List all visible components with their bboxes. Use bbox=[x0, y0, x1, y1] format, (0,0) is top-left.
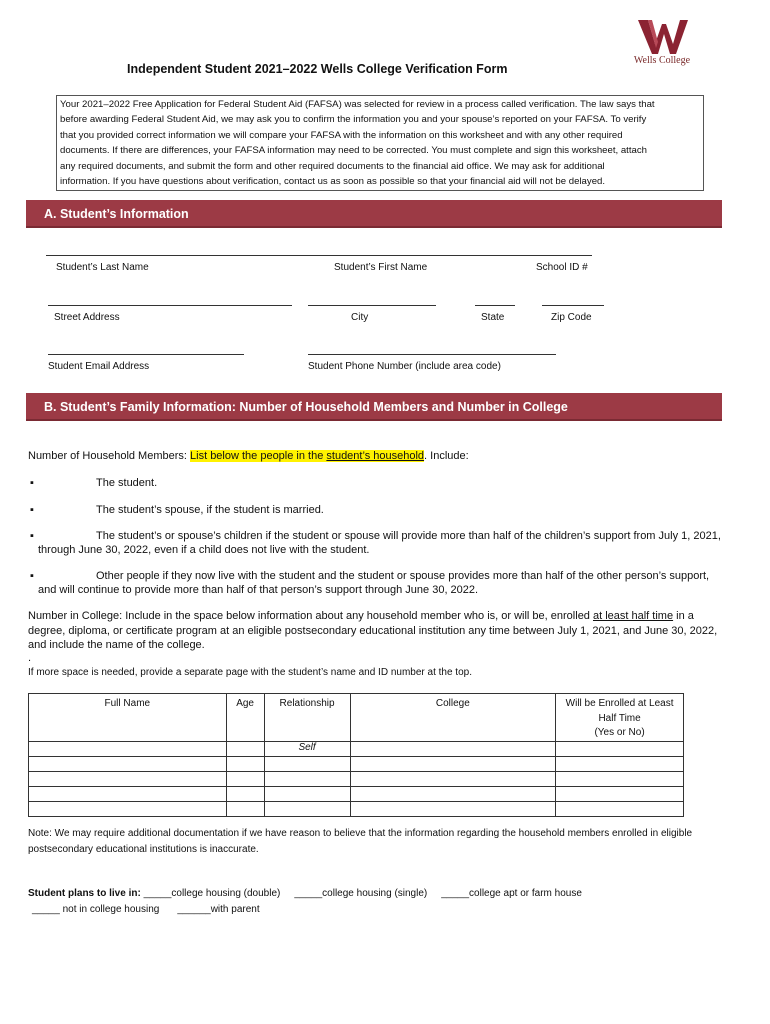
household-link[interactable]: student’s household bbox=[326, 450, 425, 462]
bullet-student: The student. bbox=[96, 477, 158, 489]
table-cell[interactable] bbox=[350, 801, 556, 816]
school-id-label: School ID # bbox=[536, 262, 588, 273]
college-paragraph-line2: degree, diploma, or certificate program at an eligible postsecondary educational institution any time between July 1, 2021, and June 30, 2022, bbox=[28, 625, 718, 637]
table-row bbox=[29, 786, 684, 801]
table-cell[interactable] bbox=[29, 801, 227, 816]
half-time-underlined: at least half time bbox=[592, 610, 674, 622]
table-cell[interactable] bbox=[264, 756, 350, 771]
intro-box bbox=[56, 95, 704, 191]
intro-line: any required documents, and submit the form and other required documents to the financial aid office. We may ask for additional bbox=[60, 160, 605, 172]
col-relationship: Relationship bbox=[264, 694, 350, 742]
household-prefix: Number of Household Members: bbox=[28, 450, 191, 462]
table-cell[interactable] bbox=[29, 786, 227, 801]
note-line1: Note: We may require additional documentation if we have reason to believe that the information regarding the household members enrolled in eligible bbox=[28, 828, 693, 839]
college-paragraph-line3: and include the name of the college. bbox=[28, 639, 205, 651]
bullet-others-line1: Other people if they now live with the student and the student or spouse provides more than half of the other person’s support, bbox=[96, 570, 710, 582]
phone-line[interactable] bbox=[308, 354, 556, 355]
housing-label: Student plans to live in: bbox=[28, 888, 141, 899]
intro-line: before awarding Federal Student Aid, we may ask you to confirm the information you and your spouse’s reported on your FAFSA. To verify bbox=[60, 114, 647, 126]
bullet-icon: ▪ bbox=[30, 477, 34, 489]
housing-option-single[interactable]: _____college housing (single) bbox=[294, 888, 428, 899]
housing-option-not-college[interactable]: _____ not in college housing bbox=[32, 904, 160, 915]
table-cell[interactable] bbox=[226, 741, 264, 756]
household-suffix: . Include: bbox=[424, 450, 469, 462]
table-cell[interactable] bbox=[556, 756, 684, 771]
bullet-icon: ▪ bbox=[30, 530, 34, 542]
table-cell[interactable] bbox=[29, 741, 227, 756]
table-cell[interactable] bbox=[350, 756, 556, 771]
bullet-children-line2: through June 30, 2022, even if a child does not live with the student. bbox=[38, 544, 370, 556]
household-intro bbox=[28, 450, 469, 462]
bullet-icon: ▪ bbox=[30, 570, 34, 582]
housing-line2 bbox=[32, 904, 260, 915]
table-cell[interactable] bbox=[226, 756, 264, 771]
col-enrolled-line2: Half Time bbox=[598, 712, 641, 724]
stray-dot: . bbox=[28, 652, 32, 664]
section-a-header: A. Student’s Information bbox=[26, 200, 722, 228]
table-cell[interactable] bbox=[556, 741, 684, 756]
street-address-label: Street Address bbox=[54, 312, 120, 323]
state-line[interactable] bbox=[475, 305, 515, 306]
wells-college-logo-icon bbox=[638, 20, 688, 54]
table-header-row bbox=[29, 694, 684, 742]
table-cell[interactable] bbox=[264, 771, 350, 786]
col-enrolled-line3: (Yes or No) bbox=[594, 727, 645, 738]
section-b-header: B. Student’s Family Information: Number of Household Members and Number in College bbox=[26, 393, 722, 421]
table-row bbox=[29, 741, 684, 756]
table-cell[interactable] bbox=[350, 786, 556, 801]
household-highlight bbox=[190, 450, 424, 462]
intro-line: that you provided correct information we will compare your FAFSA with the information on this worksheet and with any other required bbox=[60, 129, 623, 141]
bullet-icon: ▪ bbox=[30, 504, 34, 516]
col-enrolled-line1: Will be Enrolled at Least bbox=[565, 698, 674, 709]
extra-space-note: If more space is needed, provide a separate page with the student’s name and ID number at the top. bbox=[28, 667, 472, 678]
table-cell[interactable] bbox=[264, 801, 350, 816]
logo-text: Wells College bbox=[633, 55, 691, 66]
street-address-line[interactable] bbox=[48, 305, 292, 306]
col-college: College bbox=[350, 694, 556, 742]
bullet-children-line1: The student’s or spouse’s children if the student or spouse will provide more than half of the children’s support from July 1, 2021, bbox=[96, 530, 721, 542]
housing-option-apt[interactable]: _____college apt or farm house bbox=[441, 888, 582, 899]
housing-line1 bbox=[28, 888, 582, 899]
note-line2: postsecondary educational institutions is inaccurate. bbox=[28, 844, 259, 855]
page-title: Independent Student 2021–2022 Wells College Verification Form bbox=[127, 62, 508, 76]
first-name-label: Student’s First Name bbox=[334, 262, 428, 273]
table-cell[interactable] bbox=[29, 756, 227, 771]
bullet-others-line2: and will continue to provide more than half of that person’s support through June 30, 2022. bbox=[38, 584, 479, 596]
state-label: State bbox=[481, 312, 505, 323]
housing-option-double[interactable]: _____college housing (double) bbox=[140, 888, 281, 899]
intro-line: information. If you have questions about verification, contact us as soon as possible so that your financial aid will not be delayed. bbox=[60, 176, 606, 188]
email-line[interactable] bbox=[48, 354, 244, 355]
college-text: Number in College: Include in the space below information about any household member who is, or will be, enrolled bbox=[28, 610, 593, 622]
intro-line: documents. If there are differences, your FAFSA information may need to be corrected. You must complete and sign this worksheet, attach bbox=[60, 145, 647, 157]
household-members-table bbox=[28, 693, 684, 817]
name-id-input-line[interactable] bbox=[46, 255, 592, 256]
self-cell: Self bbox=[264, 741, 350, 756]
table-row bbox=[29, 801, 684, 816]
housing-option-parent[interactable]: ______with parent bbox=[177, 904, 260, 915]
table-cell[interactable] bbox=[226, 786, 264, 801]
table-cell[interactable] bbox=[350, 771, 556, 786]
zip-code-line[interactable] bbox=[542, 305, 604, 306]
table-cell[interactable] bbox=[226, 801, 264, 816]
table-cell[interactable] bbox=[556, 771, 684, 786]
table-row bbox=[29, 771, 684, 786]
table-cell[interactable] bbox=[264, 786, 350, 801]
bullet-spouse: The student’s spouse, if the student is married. bbox=[96, 504, 324, 516]
city-line[interactable] bbox=[308, 305, 436, 306]
email-label: Student Email Address bbox=[48, 361, 150, 372]
table-cell[interactable] bbox=[226, 771, 264, 786]
table-cell[interactable] bbox=[29, 771, 227, 786]
zip-code-label: Zip Code bbox=[551, 312, 592, 323]
phone-label: Student Phone Number (include area code) bbox=[308, 361, 501, 372]
household-highlight-text: List below the people in the bbox=[190, 450, 327, 462]
college-text: in a bbox=[673, 610, 694, 622]
college-paragraph-line1 bbox=[28, 610, 694, 622]
table-row bbox=[29, 756, 684, 771]
col-full-name: Full Name bbox=[29, 694, 227, 742]
last-name-label: Student’s Last Name bbox=[56, 262, 149, 273]
table-cell[interactable] bbox=[350, 741, 556, 756]
col-age: Age bbox=[226, 694, 264, 742]
city-label: City bbox=[351, 312, 369, 323]
col-enrolled bbox=[556, 694, 684, 742]
table-cell[interactable] bbox=[556, 801, 684, 816]
intro-line: Your 2021–2022 Free Application for Federal Student Aid (FAFSA) was selected for review in a process called verification. The law says that bbox=[60, 99, 655, 110]
table-cell[interactable] bbox=[556, 786, 684, 801]
